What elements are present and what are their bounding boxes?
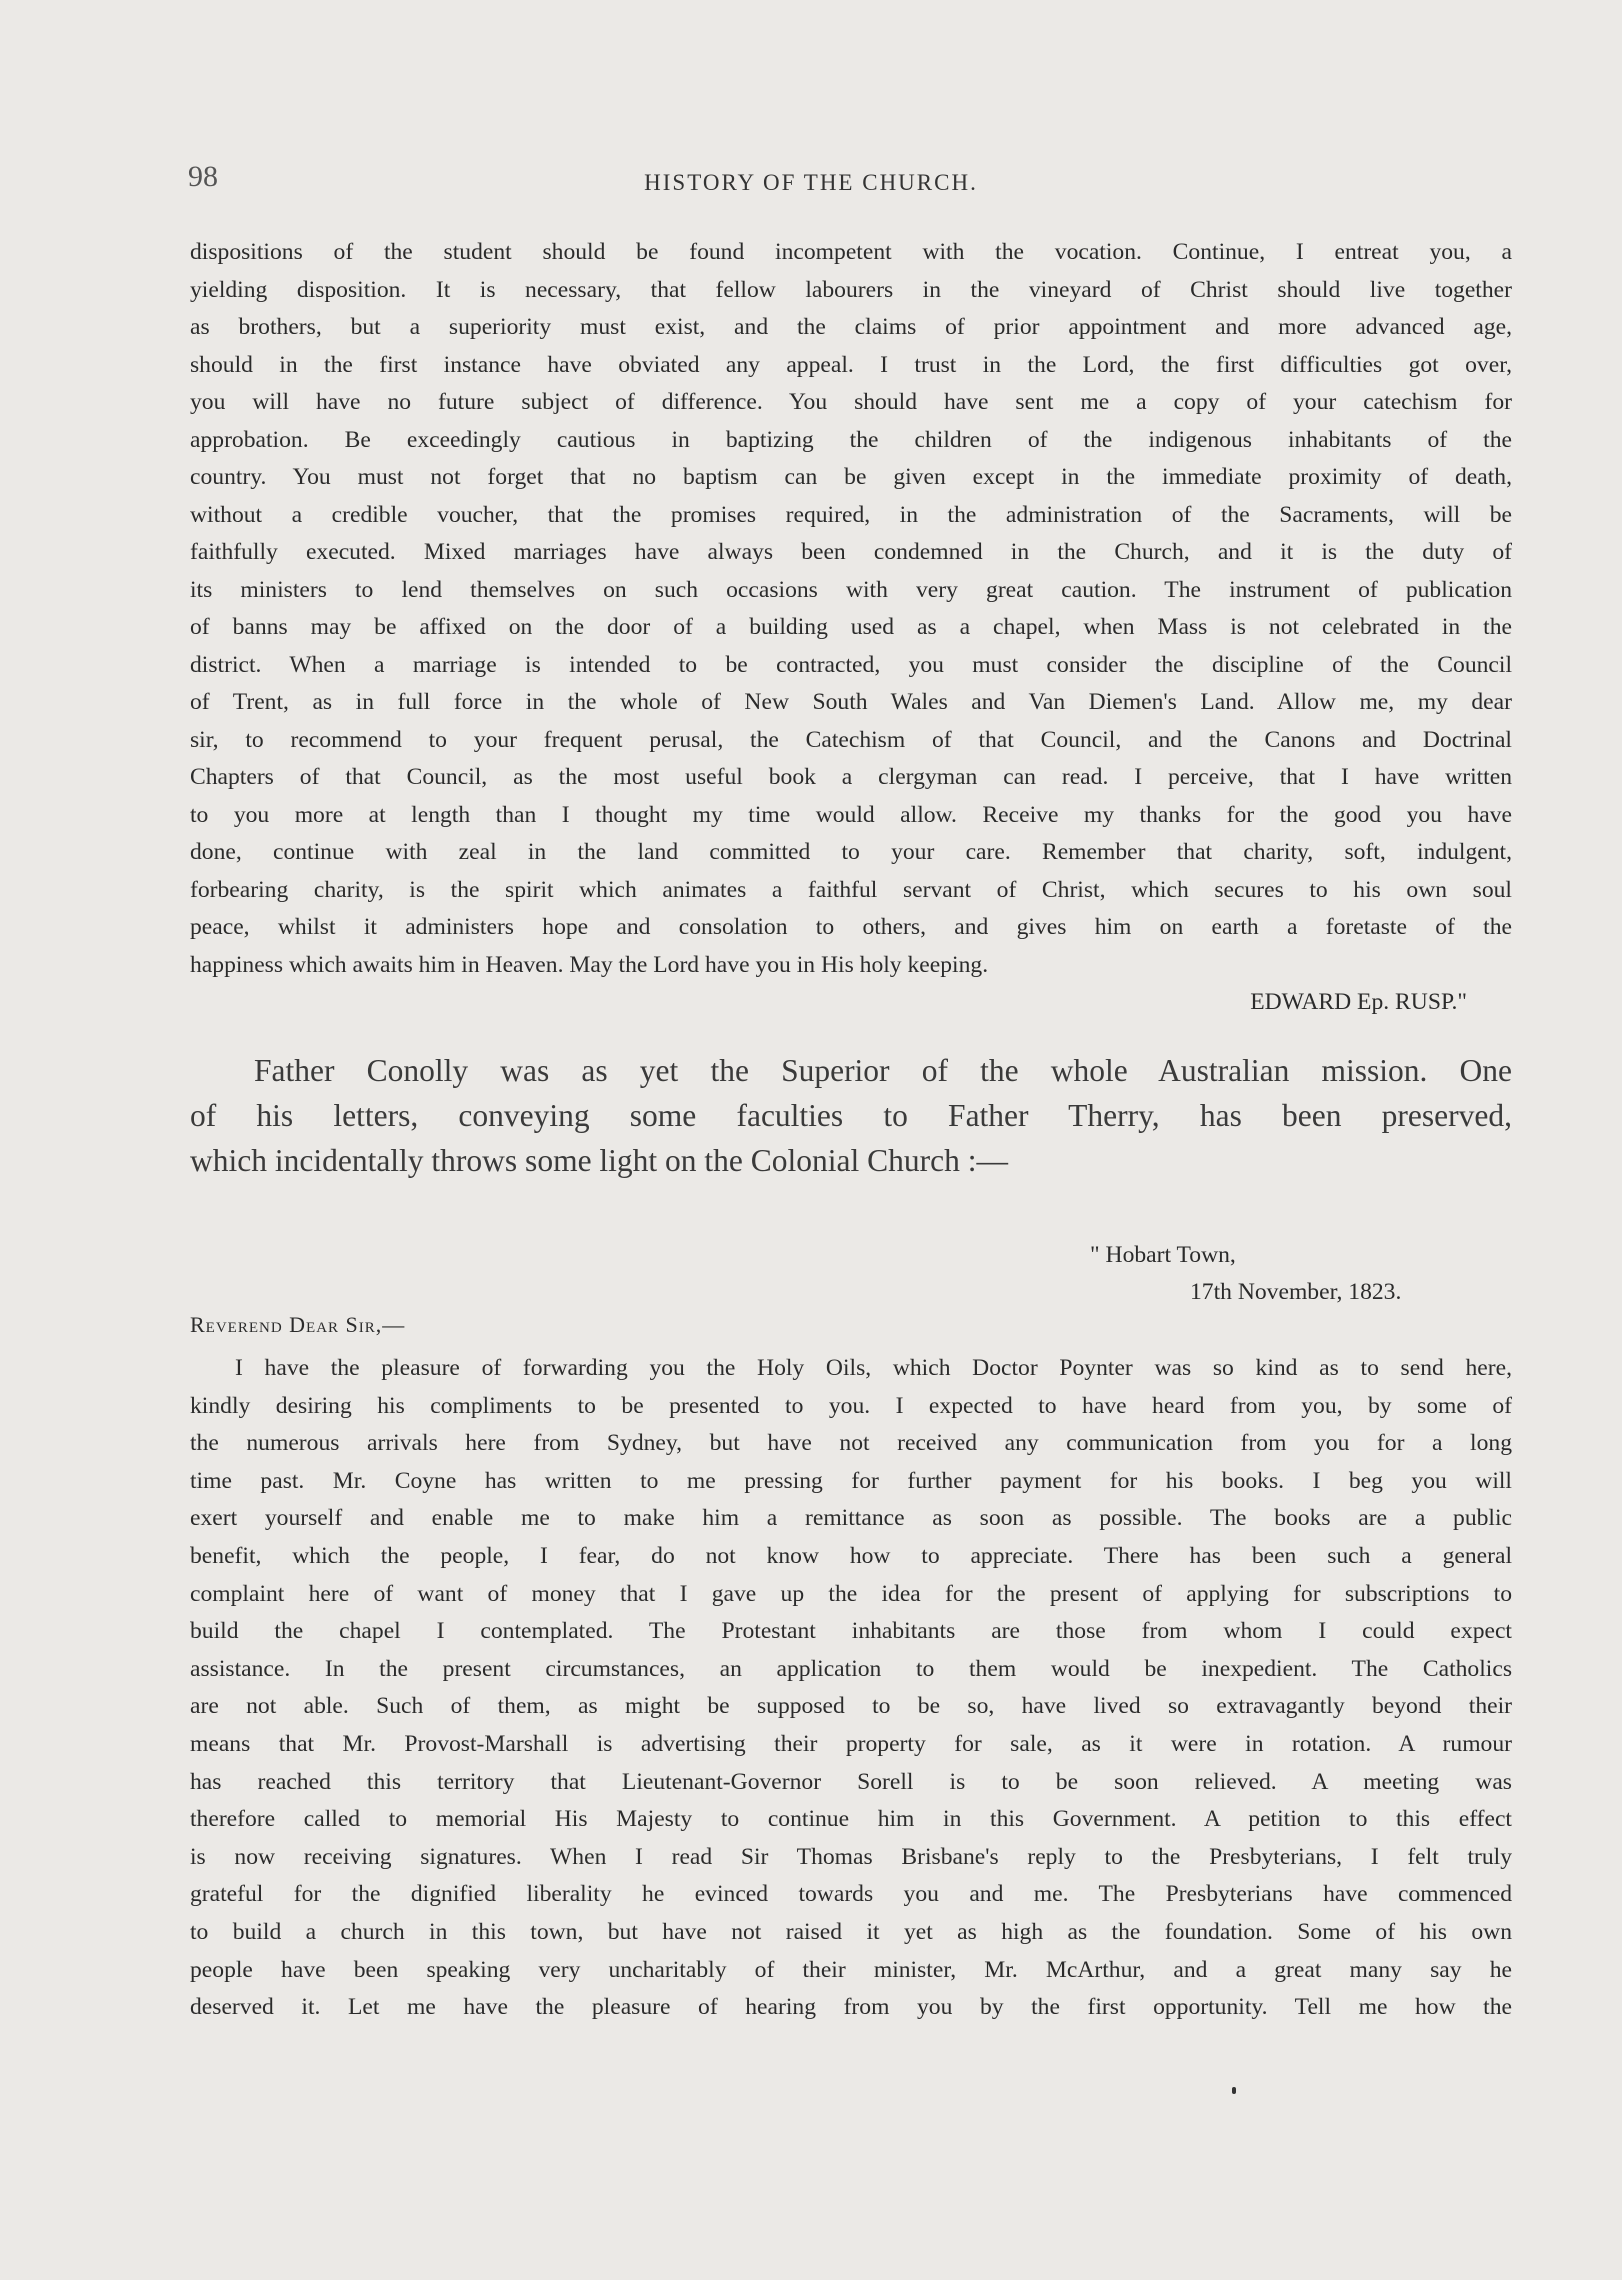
- letter-date: 17th November, 1823.: [1190, 1279, 1402, 1305]
- letter-dateline: [1090, 1237, 1401, 1311]
- text-line: benefit, which the people, I fear, do not know how to appreciate. There has been such a general: [190, 1542, 1512, 1569]
- text-line: done, continue with zeal in the land committed to your care. Remember that charity, soft, indulgent,: [190, 839, 1512, 865]
- text-line: I have the pleasure of forwarding you the Holy Oils, which Doctor Poynter was so kind as to send here,: [235, 1355, 1512, 1381]
- first-letter-text: [190, 234, 1512, 1022]
- text-line: means that Mr. Provost-Marshall is advertising their property for sale, as it were in rotation. A rumour: [190, 1730, 1512, 1757]
- text-line: has reached this territory that Lieutenant-Governor Sorell is to be soon relieved. A meeting was: [190, 1768, 1512, 1795]
- text-line: happiness which awaits him in Heaven. May the Lord have you in His holy keeping.: [190, 951, 989, 978]
- text-line: sir, to recommend to your frequent perusal, the Catechism of that Council, and the Canons and Doctrinal: [190, 726, 1512, 753]
- text-line: Chapters of that Council, as the most useful book a clergyman can read. I perceive, that I have written: [190, 764, 1512, 790]
- running-head: HISTORY OF THE CHURCH.: [644, 170, 978, 195]
- text-line: to build a church in this town, but have not raised it yet as high as the foundation. Some of his own: [190, 1918, 1512, 1945]
- text-line: district. When a marriage is intended to be contracted, you must consider the discipline of the Council: [190, 651, 1512, 678]
- text-line: complaint here of want of money that I gave up the idea for the present of applying for subscriptions to: [190, 1580, 1512, 1607]
- text-line: should in the first instance have obviated any appeal. I trust in the Lord, the first difficulties got over,: [190, 351, 1512, 378]
- text-line: grateful for the dignified liberality he evinced towards you and me. The Presbyterians have commenced: [190, 1881, 1512, 1908]
- page-number: 98: [188, 160, 218, 193]
- text-line: country. You must not forget that no baptism can be given except in the immediate proximity of death,: [190, 464, 1512, 490]
- text-line: of Trent, as in full force in the whole of New South Wales and Van Diemen's Land. Allow me, my dear: [190, 689, 1512, 715]
- text-line: therefore called to memorial His Majesty to continue him in this Government. A petition to this effect: [190, 1806, 1512, 1833]
- text-line: faithfully executed. Mixed marriages have always been condemned in the Church, and it is the duty of: [190, 539, 1512, 565]
- text-line: the numerous arrivals here from Sydney, but have not received any communication from you for a long: [190, 1430, 1512, 1457]
- second-letter-text: [190, 1350, 1512, 2027]
- text-line: dispositions of the student should be found incompetent with the vocation. Continue, I entreat you, a: [190, 239, 1512, 265]
- text-line: assistance. In the present circumstances, an application to them would be inexpedient. The Catholics: [190, 1655, 1512, 1682]
- text-line: kindly desiring his compliments to be presented to you. I expected to have heard from you, by some of: [190, 1392, 1512, 1419]
- text-line: of banns may be affixed on the door of a building used as a chapel, when Mass is not celebrated in the: [190, 614, 1512, 640]
- letter-place: " Hobart Town,: [1090, 1242, 1236, 1268]
- text-line: of his letters, conveying some faculties to Father Therry, has been preserved,: [190, 1098, 1512, 1133]
- text-line: you will have no future subject of difference. You should have sent me a copy of your catechism for: [190, 389, 1512, 415]
- text-line: exert yourself and enable me to make him a remittance as soon as possible. The books are a public: [190, 1505, 1512, 1532]
- text-line: time past. Mr. Coyne has written to me pressing for further payment for his books. I beg you will: [190, 1467, 1512, 1494]
- text-line: as brothers, but a superiority must exist, and the claims of prior appointment and more advanced age,: [190, 314, 1512, 340]
- text-line: deserved it. Let me have the pleasure of hearing from you by the first opportunity. Tell me how the: [190, 1994, 1512, 2021]
- text-line: forbearing charity, is the spirit which animates a faithful servant of Christ, which secures to his own soul: [190, 876, 1512, 903]
- text-line: build the chapel I contemplated. The Protestant inhabitants are those from whom I could expect: [190, 1618, 1512, 1645]
- ink-speck: [1232, 2087, 1236, 2094]
- salutation: Reverend Dear Sir,—: [190, 1312, 406, 1337]
- narrative-paragraph: [190, 1048, 1512, 1183]
- text-line: without a credible voucher, that the promises required, in the administration of the Sacraments, will be: [190, 501, 1512, 528]
- text-line: are not able. Such of them, as might be supposed to be so, have lived so extravagantly beyond their: [190, 1693, 1512, 1720]
- text-line: is now receiving signatures. When I read Sir Thomas Brisbane's reply to the Presbyterians, I felt truly: [190, 1843, 1512, 1870]
- text-line: Father Conolly was as yet the Superior of the whole Australian mission. One: [254, 1053, 1512, 1088]
- text-line: approbation. Be exceedingly cautious in baptizing the children of the indigenous inhabitants of the: [190, 426, 1512, 453]
- text-line: people have been speaking very uncharitably of their minister, Mr. McArthur, and a great many say he: [190, 1956, 1512, 1983]
- text-line: peace, whilst it administers hope and consolation to others, and gives him on earth a foretaste of the: [190, 914, 1512, 940]
- text-line: yielding disposition. It is necessary, that fellow labourers in the vineyard of Christ should live together: [190, 276, 1512, 303]
- text-line: its ministers to lend themselves on such occasions with very great caution. The instrument of publication: [190, 576, 1512, 603]
- text-line: which incidentally throws some light on the Colonial Church :—: [190, 1143, 1009, 1178]
- text-line: to you more at length than I thought my time would allow. Receive my thanks for the good you have: [190, 801, 1512, 828]
- signature: EDWARD Ep. RUSP.": [1250, 989, 1467, 1015]
